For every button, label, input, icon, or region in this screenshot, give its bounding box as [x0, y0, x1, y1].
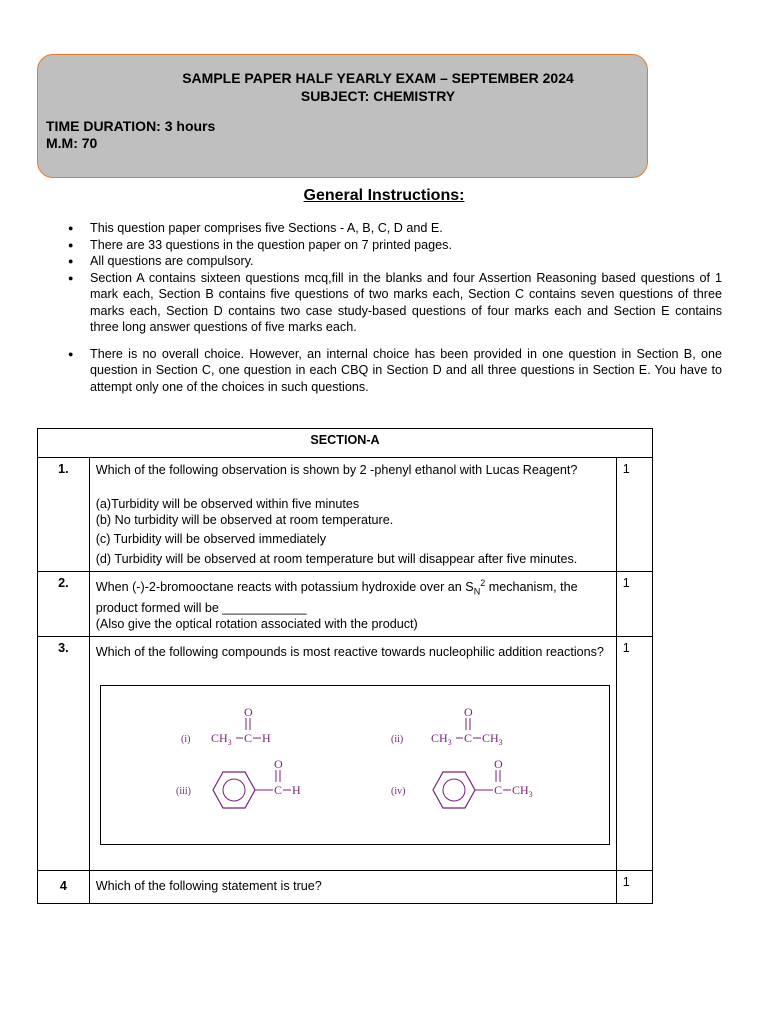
- question-row: [38, 571, 653, 636]
- question-number: 2.: [38, 571, 90, 636]
- instruction-item: ● There is no overall choice. However, an internal choice has been provided in one question in Section B, one question in Section C, one question in each CBQ in Section D and all three questions in Section E. You have to attempt only one of the choices in such questions.: [68, 346, 722, 396]
- question-subtext: (Also give the optical rotation associated with the product): [95, 617, 418, 632]
- svg-text:C: C: [463, 730, 472, 745]
- svg-text:CH3: $CH_3$: [511, 782, 533, 799]
- question-row: [38, 458, 653, 572]
- question-row: [38, 870, 653, 903]
- carbonyl-structures-image: [101, 686, 609, 844]
- questions-table: [37, 428, 653, 904]
- svg-text:C: C: [493, 782, 502, 797]
- section-heading: SECTION-A: [38, 429, 653, 458]
- question-row: [38, 636, 653, 870]
- instructions-list: [68, 220, 722, 395]
- time-duration: TIME DURATION: 3 hours: [46, 118, 216, 134]
- option-a: (a)Turbidity will be observed within five minutes: [95, 496, 360, 511]
- instruction-item: ● Section A contains sixteen questions mcq,fill in the blanks and four Assertion Reasoning based questions of 1 mark each, Section B contains five questions of two marks each, Section C contains seven questions of three marks each, Section D contains two case study-based questions of four marks each and Section E contains three long answer questions of five marks each.: [68, 270, 722, 336]
- question-marks: 1: [616, 458, 652, 572]
- question-text: Which of the following statement is true?: [89, 870, 616, 903]
- exam-subject: SUBJECT: CHEMISTRY: [300, 88, 456, 104]
- svg-text:H: H: [261, 730, 271, 745]
- question-marks: 1: [616, 870, 652, 903]
- question-number: 4: [38, 870, 90, 903]
- svg-text:O: O: [273, 756, 283, 771]
- svg-text:O: O: [243, 704, 253, 719]
- instruction-item: ● This question paper comprises five Sections - A, B, C, D and E.: [68, 220, 722, 237]
- question-text: Which of the following compounds is most reactive towards nucleophilic addition reactions?: [95, 644, 604, 659]
- svg-text:H: H: [291, 782, 301, 797]
- question-marks: 1: [616, 571, 652, 636]
- svg-text:(ii): (ii): [390, 733, 403, 745]
- svg-text:CH3: $CH_3$: [210, 730, 232, 747]
- svg-text:(iv): (iv): [390, 785, 406, 797]
- svg-text:(iii): (iii): [175, 785, 191, 797]
- instruction-item: ● All questions are compulsory.: [68, 253, 722, 270]
- svg-text:CH3: $CH_3$: [481, 730, 503, 747]
- question-marks: 1: [616, 636, 652, 870]
- instructions-title: General Instructions:: [303, 187, 465, 204]
- svg-text:CH3: $CH_3$: [430, 730, 452, 747]
- question-body: [89, 636, 616, 870]
- structures-figure: [100, 685, 610, 845]
- svg-text:C: C: [273, 782, 282, 797]
- maximum-marks: M.M: 70: [46, 135, 98, 151]
- instruction-item: ● There are 33 questions in the question paper on 7 printed pages.: [68, 237, 722, 254]
- option-c: (c) Turbidity will be observed immediately: [95, 531, 326, 546]
- option-d: (d) Turbidity will be observed at room temperature but will disappear after five minutes.: [95, 552, 578, 566]
- option-b: (b) No turbidity will be observed at room temperature.: [95, 513, 394, 527]
- svg-text:O: O: [463, 704, 473, 719]
- exam-title: SAMPLE PAPER HALF YEARLY EXAM – SEPTEMBER 2024: [182, 70, 574, 86]
- svg-text:(i): (i): [180, 733, 191, 745]
- exam-header-box: [37, 54, 648, 178]
- question-number: 1.: [38, 458, 90, 572]
- question-text: Which of the following observation is shown by 2 -phenyl ethanol with Lucas Reagent?: [95, 463, 578, 477]
- question-number: 3.: [38, 636, 90, 870]
- svg-text:O: O: [493, 756, 503, 771]
- question-text: When (-)-2-bromooctane reacts with potassium hydroxide over an $S_N^2$ mechanism, the product formed will be ____________: [95, 577, 578, 615]
- question-body: [89, 571, 616, 636]
- question-body: [89, 458, 616, 572]
- svg-text:C: C: [243, 730, 252, 745]
